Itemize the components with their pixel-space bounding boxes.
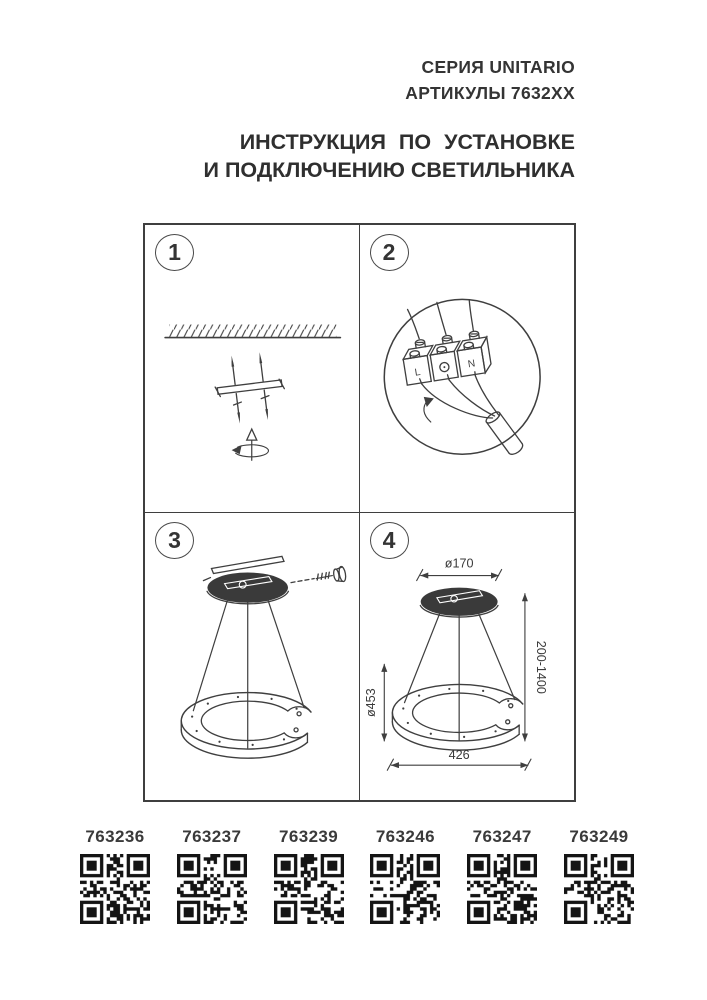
screw-in-rotation-arrow [232,429,269,460]
qr-code-image [370,854,440,924]
qr-article-number: 763246 [375,827,435,846]
suspension-cables [404,612,514,739]
dim-ring-diameter: ø453 [363,687,378,717]
step-1-panel [145,225,360,513]
articles-line: АРТИКУЛЫ 7632XX [405,83,575,103]
fixing-screw [316,566,346,582]
led-ring [392,684,522,750]
qr-item [177,827,247,924]
step-4-panel [360,513,575,801]
title-line-2: И ПОДКЛЮЧЕНИЮ СВЕТИЛЬНИКА [203,158,575,182]
qr-article-number: 763247 [472,827,532,846]
terminal-screws [407,331,480,359]
screw-guide-dashed-line [291,578,314,582]
terminal-label-live: L [413,367,421,379]
qr-item [274,827,344,924]
header [405,54,575,106]
terminal-block [400,329,492,385]
page-title [204,128,575,184]
qr-code-image [274,854,344,924]
mounting-strap [211,556,284,573]
qr-article-number: 763237 [182,827,242,846]
article-qr-row [80,827,634,924]
qr-code-image [177,854,247,924]
qr-code-image [80,854,150,924]
step-4-number: 4 [370,522,409,559]
canopy [420,587,498,616]
qr-item [80,827,150,924]
step-2-panel [360,225,575,513]
suspension-cables [193,599,304,747]
dim-suspension-height: 200-1400 [533,640,548,694]
step-3-panel [145,513,360,801]
steps-grid [143,223,576,802]
step-2-number: 2 [370,234,409,271]
step-1-number: 1 [155,234,194,271]
qr-item [467,827,537,924]
title-line-1: ИНСТРУКЦИЯ ПО УСТАНОВКЕ [239,130,575,154]
dim-canopy-diameter: ø170 [444,555,474,570]
ceiling-hatching [169,325,336,338]
mounting-bracket-with-screws [212,350,288,426]
qr-item [564,827,634,924]
terminal-label-neutral: N [466,358,476,371]
qr-code-image [564,854,634,924]
qr-article-number: 763249 [569,827,629,846]
qr-code-image [467,854,537,924]
dim-ring-width: 426 [448,747,470,762]
qr-article-number: 763236 [85,827,145,846]
insert-wire-arrow [423,397,433,422]
led-ring [181,692,311,758]
canopy [207,572,288,603]
supply-wires [407,300,473,338]
series-name: СЕРИЯ UNITARIO [421,57,575,77]
qr-item [370,827,440,924]
qr-article-number: 763239 [279,827,339,846]
step-3-number: 3 [155,522,194,559]
